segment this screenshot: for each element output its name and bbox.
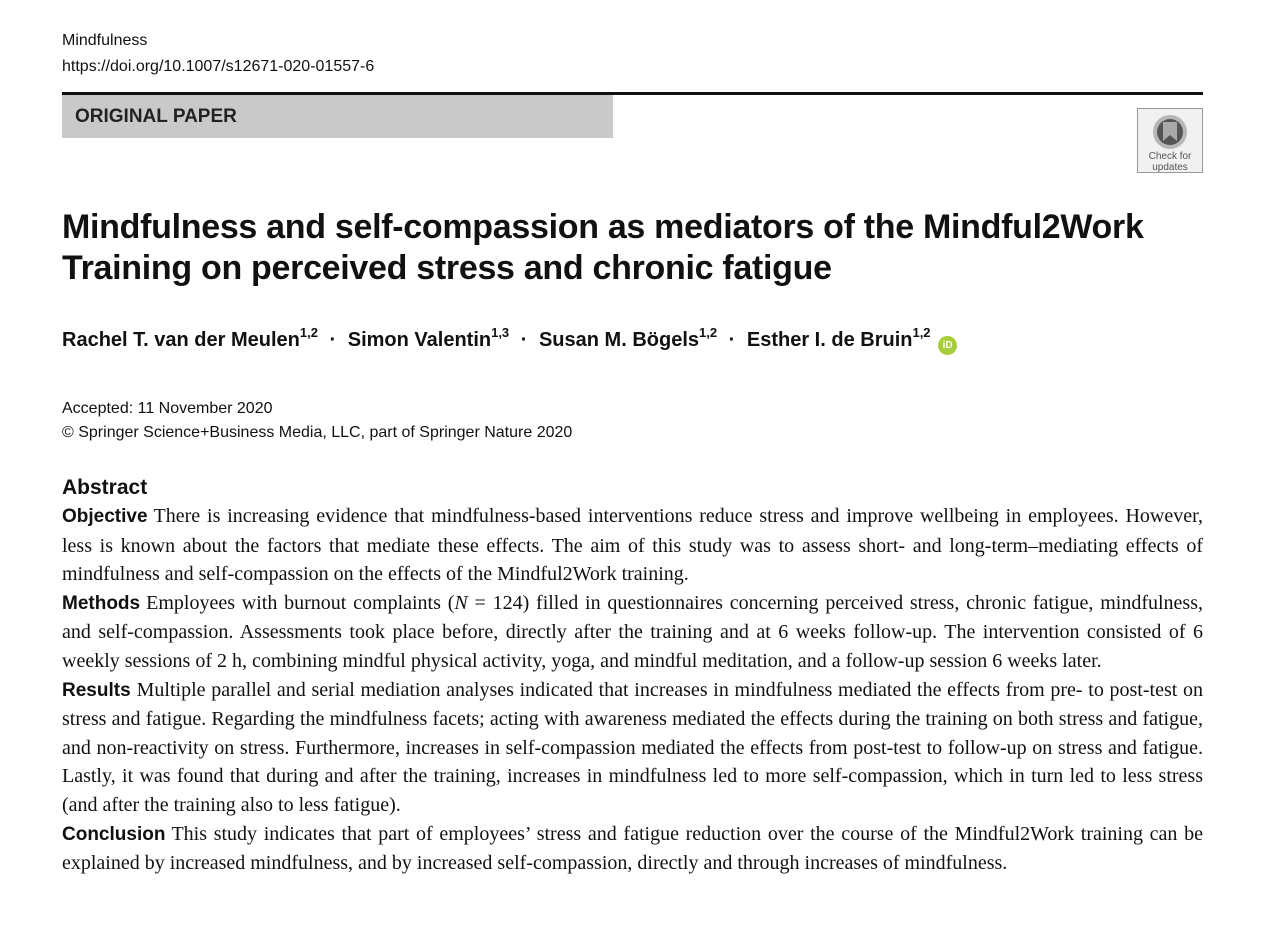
section-text: = 124) filled in questionnaires concerning perceived stress, chronic fatigue, mindfulness, and self-compassion. Assessments took place before, directly after the training and at 6 weeks follow-up. The intervention consisted of 6 weekly sessions of 2 h, combining mindful physical activity, yoga, and mindful meditation, and a follow-up session 6 weeks later. [62,591,1203,672]
abstract-objective [62,502,1203,589]
section-text: Employees with burnout complaints ( [146,591,455,614]
author-name[interactable]: Susan M. Bögels [538,329,699,351]
check-updates-label-2: updates [1152,162,1188,173]
bookmark-icon [1152,114,1188,150]
author-separator: · [329,329,337,351]
section-label: Results [62,679,131,701]
author-separator: · [728,329,736,351]
journal-name: Mindfulness [62,32,148,49]
paper-type-banner: ORIGINAL PAPER [62,95,613,138]
author-affiliation: 1,2 [912,325,931,340]
sample-size-symbol: N [454,591,468,614]
abstract-methods [62,589,1203,676]
abstract-heading: Abstract [62,476,148,499]
author-affiliation: 1,2 [699,325,718,340]
author-separator: · [520,329,528,351]
abstract-conclusion [62,820,1203,878]
abstract-results [62,676,1203,820]
author-name[interactable]: Rachel T. van der Meulen [62,329,300,351]
check-updates-label-1: Check for [1148,151,1192,162]
author-list [62,326,957,355]
author-name[interactable]: Simon Valentin [347,329,492,351]
doi-link[interactable]: https://doi.org/10.1007/s12671-020-01557-6 [62,58,375,75]
section-label: Objective [62,506,148,527]
section-text: Multiple parallel and serial mediation analyses indicated that increases in mindfulness mediated the effects from pre- to post-test on stress and fatigue. Regarding the mindfulness facets; acting with awareness mediated the effects during the training on both stress and fatigue, and non-reactivity on stress. Furthermore, increases in self-compassion mediated the effects from post-test to follow-up on stress and fatigue. Lastly, it was found that during and after the training, increases in mindfulness led to more self-compassion, which in turn led to less stress (and after the training also to less fatigue). [62,678,1203,816]
accepted-date: Accepted: 11 November 2020 [62,400,273,417]
author-affiliation: 1,3 [491,325,510,340]
section-text: This study indicates that part of employees’ stress and fatigue reduction over the course of the Mindful2Work training can be explained by increased mindfulness, and by increased self-compassion, directly and through increases of mindfulness. [62,822,1203,875]
orcid-icon[interactable]: iD [938,336,957,355]
section-text: There is increasing evidence that mindfulness-based interventions reduce stress and improve wellbeing in employees. However, less is known about the factors that mediate these effects. The aim of this study was to assess short- and long-term–mediating effects of mindfulness and self-compassion on the effects of the Mindful2Work training. [62,505,1203,586]
paper-title: Mindfulness and self-compassion as mediators of the Mindful2Work Training on perceived stress and chronic fatigue [62,208,1144,287]
section-label: Methods [62,592,141,614]
check-for-updates-button[interactable] [1137,108,1203,173]
section-label: Conclusion [62,823,166,845]
abstract-body [62,502,1203,878]
copyright-notice: © Springer Science+Business Media, LLC, part of Springer Nature 2020 [62,424,573,441]
author-name[interactable]: Esther I. de Bruin [746,329,913,351]
author-affiliation: 1,2 [299,325,318,340]
